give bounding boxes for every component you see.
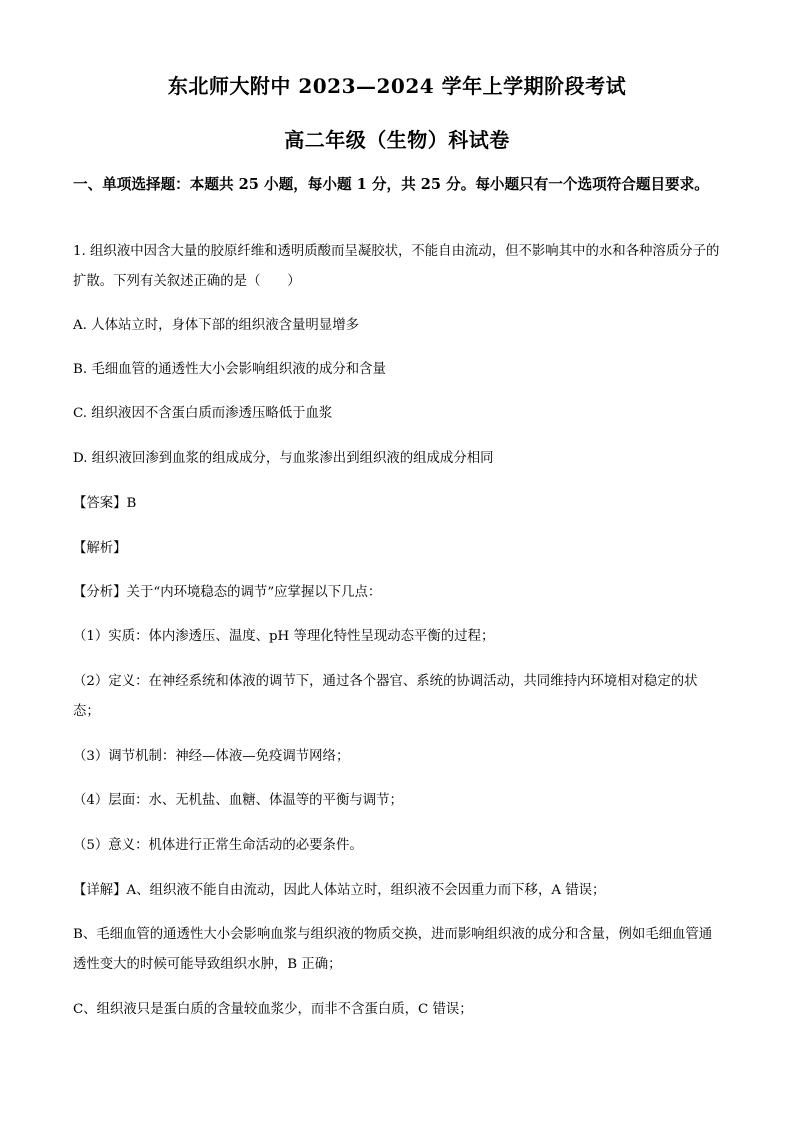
analysis-point-2: （2）定义：在神经系统和体液的调节下，通过各个器官、系统的协调活动，共同维持内环境相对稳定的状态； xyxy=(73,674,698,719)
analysis-intro: 【分析】关于“内环境稳态的调节”应掌握以下几点： xyxy=(73,585,382,600)
exam-subtitle: 高二年级（生物）科试卷 xyxy=(284,128,510,152)
analysis-point-3: （3）调节机制：神经—体液—免疫调节网络； xyxy=(73,749,350,764)
analysis-point-4: （4）层面：水、无机盐、血糖、体温等的平衡与调节； xyxy=(73,793,403,808)
answer-label: 【答案】B xyxy=(73,496,137,511)
option-a: A. 人体站立时，身体下部的组织液含量明显增多 xyxy=(73,318,359,333)
option-d: D. 组织液回渗到血浆的组成成分，与血浆渗出到组织液的组成成分相同 xyxy=(73,451,494,466)
section-heading: 一、单项选择题：本题共 25 小题，每小题 1 分，共 25 分。每小题只有一个选项符合题目要求。 xyxy=(73,176,709,193)
analysis-label: 【解析】 xyxy=(73,541,127,556)
detail-c: C、组织液只是蛋白质的含量较血浆少，而非不含蛋白质，C 错误； xyxy=(73,1002,473,1017)
exam-title: 东北师大附中 2023—2024 学年上学期阶段考试 xyxy=(167,74,627,98)
question-stem: 1. 组织液中因含大量的胶原纤维和透明质酸而呈凝胶状，不能自由流动，但不影响其中的水和各种溶质分子的扩散。下列有关叙述正确的是（ ） xyxy=(73,244,720,289)
detail-b: B、毛细血管的通透性大小会影响血浆与组织液的物质交换，进而影响组织液的成分和含量，例如毛细血管通透性变大的时候可能导致组织水肿，B 正确； xyxy=(73,927,713,972)
detail-a: 【详解】A、组织液不能自由流动，因此人体站立时，组织液不会因重力而下移，A 错误； xyxy=(73,883,606,898)
option-c: C. 组织液因不含蛋白质而渗透压略低于血浆 xyxy=(73,406,333,421)
analysis-point-5: （5）意义：机体进行正常生命活动的必要条件。 xyxy=(73,838,363,853)
analysis-point-1: （1）实质：体内渗透压、温度、pH 等理化特性呈现动态平衡的过程； xyxy=(73,629,495,644)
option-b: B. 毛细血管的通透性大小会影响组织液的成分和含量 xyxy=(73,362,386,377)
